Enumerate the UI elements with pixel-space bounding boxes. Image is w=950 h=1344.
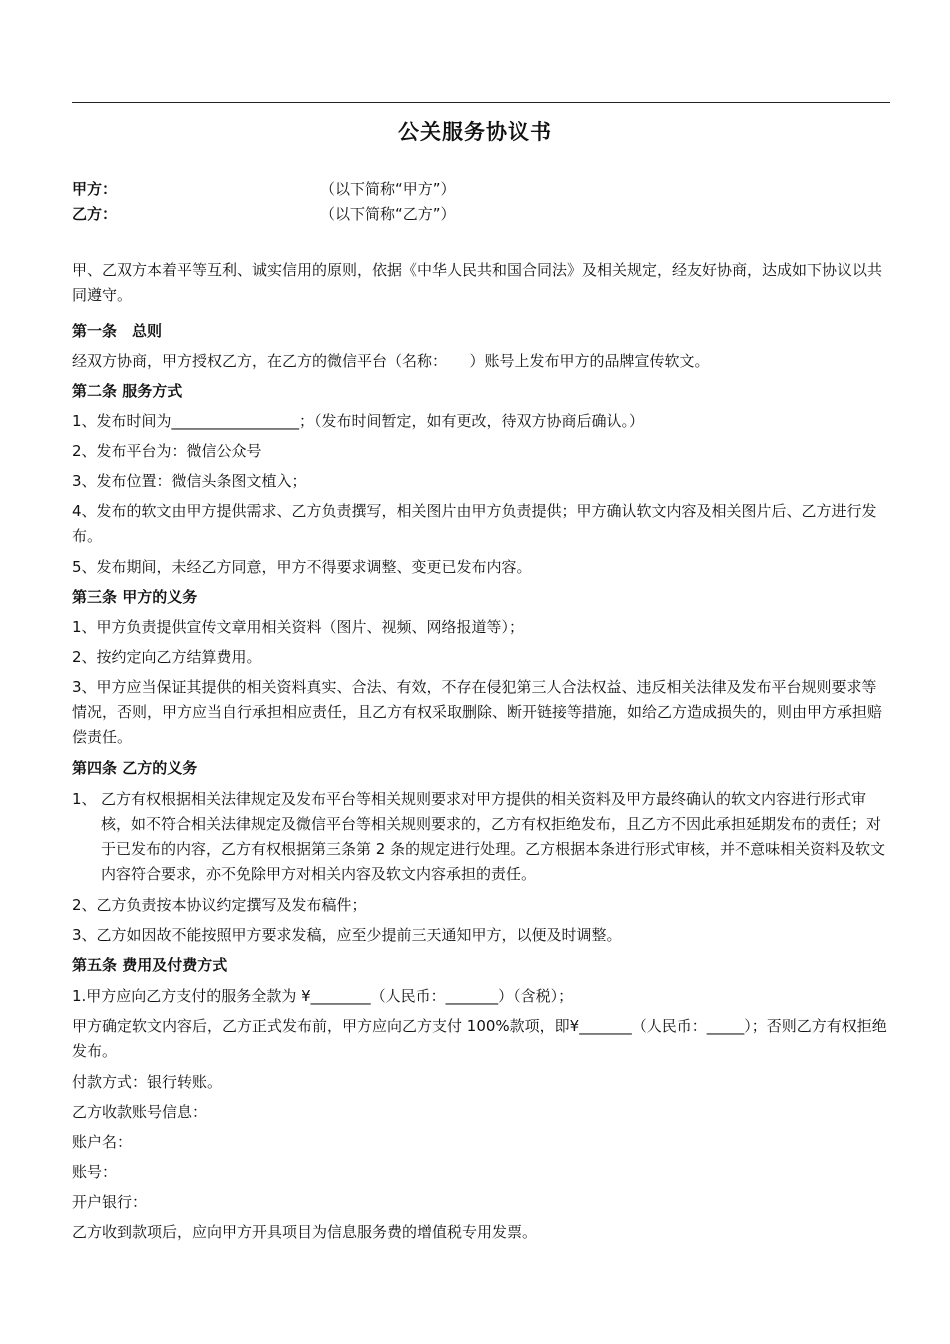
section-5-item: 账号： bbox=[72, 1163, 118, 1181]
section-5-item: 甲方确定软文内容后，乙方正式发布前，甲方应向乙方支付 100%款项，即¥_______（人民币：_____）；否则乙方有权拒绝发布。 bbox=[72, 1017, 887, 1060]
section-3-item: 3、甲方应当保证其提供的相关资料真实、合法、有效，不存在侵犯第三人合法权益、违反相关法律及发布平台规则要求等情况，否则，甲方应当自行承担相应责任，且乙方有权采取删除、断开链接等措施，如给乙方造成损失的，则由甲方承担赔偿责任。 bbox=[72, 678, 883, 746]
section-5-item: 付款方式：银行转账。 bbox=[72, 1073, 223, 1091]
section-2-item: 5、发布期间，未经乙方同意，甲方不得要求调整、变更已发布内容。 bbox=[72, 558, 532, 576]
list-item-text: 乙方有权根据相关法律规定及发布平台等相关规则要求对甲方提供的相关资料及甲方最终确认的软文内容进行形式审核，如不符合相关法律规定及微信平台等相关规则要求的，乙方有权拒绝发布，且乙方不因此承担延期发布的责任；对于已发布的内容，乙方有权根据第三条第 2 条的规定进行处理。乙方根据本条进行形式审核，并不意味相关资料及软文内容符合要求，亦不免除甲方对相关内容及软文内容承担的责任。 bbox=[101, 790, 886, 883]
section-5-item: 乙方收到款项后，应向甲方开具项目为信息服务费的增值税专用发票。 bbox=[72, 1223, 538, 1241]
intro-paragraph: 甲、乙双方本着平等互利、诚实信用的原则，依据《中华人民共和国合同法》及相关规定，经友好协商，达成如下协议以共同遵守。 bbox=[72, 261, 883, 304]
top-rule bbox=[72, 102, 890, 103]
party-b-note: （以下简称“乙方”） bbox=[320, 205, 456, 223]
party-a-note: （以下简称“甲方”） bbox=[320, 180, 456, 198]
section-4-item bbox=[72, 787, 890, 887]
section-3-item: 2、按约定向乙方结算费用。 bbox=[72, 648, 262, 666]
party-a-label: 甲方： bbox=[72, 180, 118, 198]
list-number: 1、 bbox=[72, 790, 97, 808]
section-4-item: 3、乙方如因故不能按照甲方要求发稿，应至少提前三天通知甲方，以便及时调整。 bbox=[72, 926, 622, 944]
section-5-item: 1.甲方应向乙方支付的服务全款为 ¥________（人民币：_______）（含税）； bbox=[72, 987, 574, 1005]
section-2-item: 4、发布的软文由甲方提供需求、乙方负责撰写，相关图片由甲方负责提供；甲方确认软文内容及相关图片后、乙方进行发布。 bbox=[72, 502, 877, 545]
section-3-heading: 第三条 甲方的义务 bbox=[72, 588, 198, 606]
section-1-heading: 第一条 总则 bbox=[72, 322, 163, 340]
section-5-item: 开户银行： bbox=[72, 1193, 148, 1211]
section-1-line: 经双方协商，甲方授权乙方，在乙方的微信平台（名称： ）账号上发布甲方的品牌宣传软文。 bbox=[72, 352, 710, 370]
section-5-item: 账户名： bbox=[72, 1133, 133, 1151]
section-2-item: 3、发布位置：微信头条图文植入； bbox=[72, 472, 307, 490]
section-2-heading: 第二条 服务方式 bbox=[72, 382, 183, 400]
section-2-item: 1、发布时间为_________________；（发布时间暂定，如有更改，待双方协商后确认。） bbox=[72, 412, 645, 430]
document-title: 公关服务协议书 bbox=[398, 120, 552, 144]
section-5-heading: 第五条 费用及付费方式 bbox=[72, 956, 228, 974]
section-2-item: 2、发布平台为：微信公众号 bbox=[72, 442, 262, 460]
section-5-item: 乙方收款账号信息： bbox=[72, 1103, 208, 1121]
section-3-item: 1、甲方负责提供宣传文章用相关资料（图片、视频、网络报道等）； bbox=[72, 618, 525, 636]
party-b-label: 乙方： bbox=[72, 205, 118, 223]
section-4-heading: 第四条 乙方的义务 bbox=[72, 759, 198, 777]
section-4-item: 2、乙方负责按本协议约定撰写及发布稿件； bbox=[72, 896, 367, 914]
